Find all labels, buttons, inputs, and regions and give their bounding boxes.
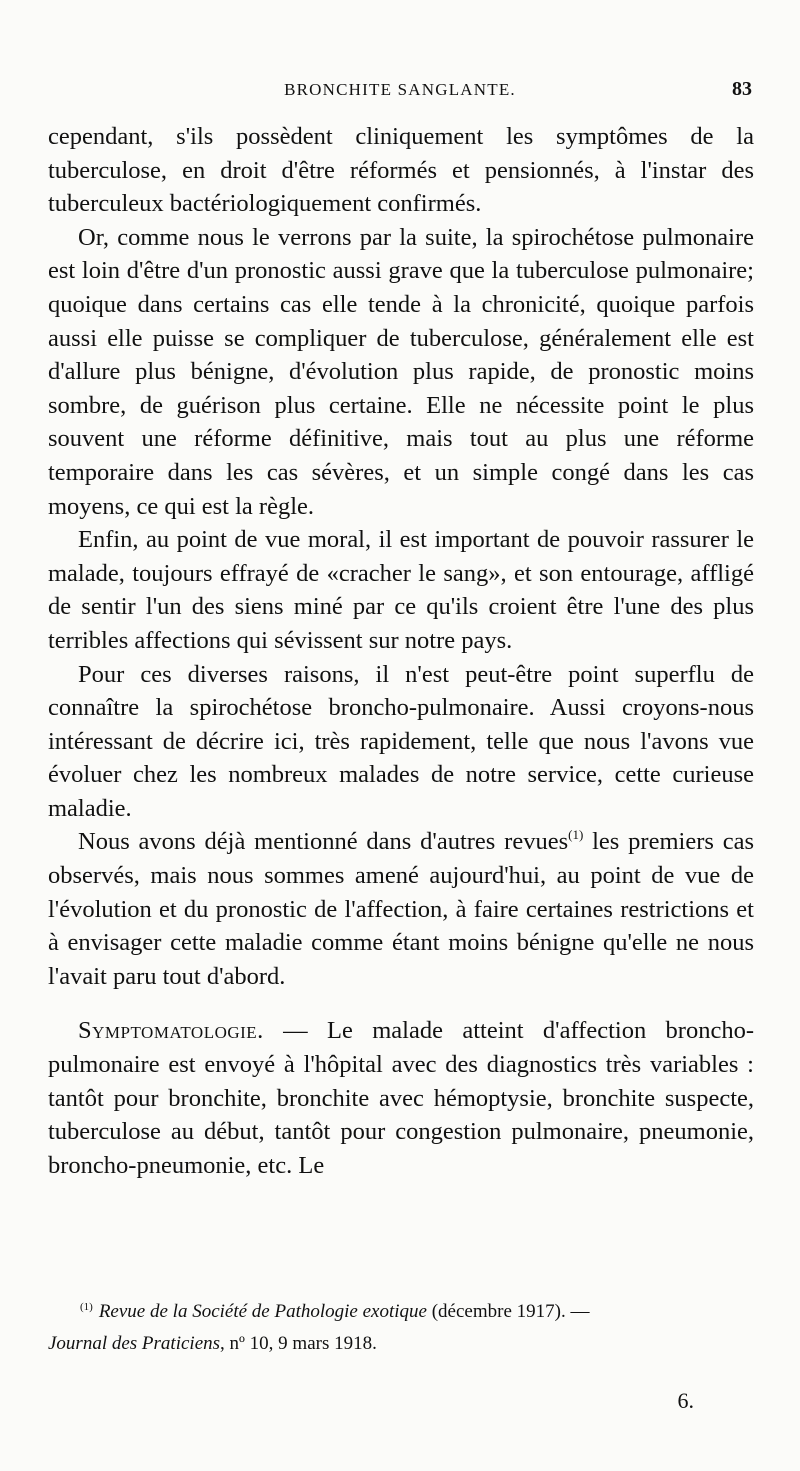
paragraph-text: les premiers cas observés, mais nous sommes amené aujourd'hui, au point de vue de l'évolution et du pronostic de l'affection, à faire certaines restrictions et à envisager cette maladie comme étant moins bénigne qu'elle ne nous l'avait paru tout d'abord. <box>48 828 755 990</box>
paragraph-text: Nous avons déjà mentionné dans d'autres revues <box>78 828 569 856</box>
running-head <box>48 74 752 104</box>
paragraph: Or, comme nous le verrons par la suite, la spirochétose pulmonaire est loin d'être d'un pronostic aussi grave que la tuberculose pulmonaire; quoique dans certains cas elle tende à la chronicité, quoique parfois aussi elle puisse se compliquer de tuberculose, généralement elle est d'allure plus bénigne, d'évolution plus rapide, de pronostic moins sombre, de guérison plus certaine. Elle ne nécessite point le plus souvent une réforme définitive, mais tout au plus une réforme temporaire dans les cas sévères, et un simple congé dans les cas moyens, ce qui est la règle. <box>48 223 754 520</box>
paragraph: Pour ces diverses raisons, il n'est peut-être point superflu de connaître la spirochétose broncho-pulmonaire. Aussi croyons-nous intéressant de décrire ici, très rapidement, telle que nous l'avons vue évoluer chez les nombreux malades de notre service, cette curieuse maladie. <box>48 660 754 822</box>
section-heading: Symptomatologie. <box>78 1017 264 1045</box>
section-gap <box>48 993 754 1014</box>
footnote-mark: (1) <box>80 1301 93 1313</box>
body-text <box>48 120 754 1182</box>
footnote-line <box>48 1328 758 1360</box>
footnote-journal: Revue de la Société de Pathologie exotique <box>98 1301 427 1322</box>
footnote-issue: , nº 10, 9 mars 1918. <box>220 1333 377 1354</box>
footnotes <box>48 1296 758 1360</box>
section-paragraph <box>48 1014 754 1182</box>
section-dash: — <box>263 1017 328 1045</box>
footnote-reference: (1) <box>568 827 584 843</box>
page-number: 83 <box>732 78 752 100</box>
footnote-journal: Journal des Praticiens <box>48 1333 221 1354</box>
footnote-line <box>48 1296 758 1328</box>
footnote-date: (décembre 1917). — <box>426 1301 590 1322</box>
signature-mark: 6. <box>677 1388 694 1413</box>
paragraph: Enfin, au point de vue moral, il est important de pouvoir rassurer le malade, toujours effrayé de «cracher le sang», et son entourage, affligé de sentir l'un des siens miné par ce qu'ils croient être l'une des plus terribles affections qui sévissent sur notre pays. <box>48 526 754 654</box>
paragraph-with-note <box>48 825 754 993</box>
section-text: Le malade atteint d'affection broncho-pulmonaire est envoyé à l'hôpital avec des diagnostics très variables : tantôt pour bronchite, bronchite avec hémoptysie, bronchite suspecte, tuberculose au début, tantôt pour congestion pulmonaire, pneumonie, broncho-pneumonie, etc. Le <box>48 1017 754 1179</box>
paragraph: cependant, s'ils possèdent cliniquement les symptômes de la tuberculose, en droit d'être réformés et pensionnés, à l'instar des tuberculeux bactériologiquement confirmés. <box>48 123 754 218</box>
running-title: BRONCHITE SANGLANTE. <box>284 80 516 99</box>
